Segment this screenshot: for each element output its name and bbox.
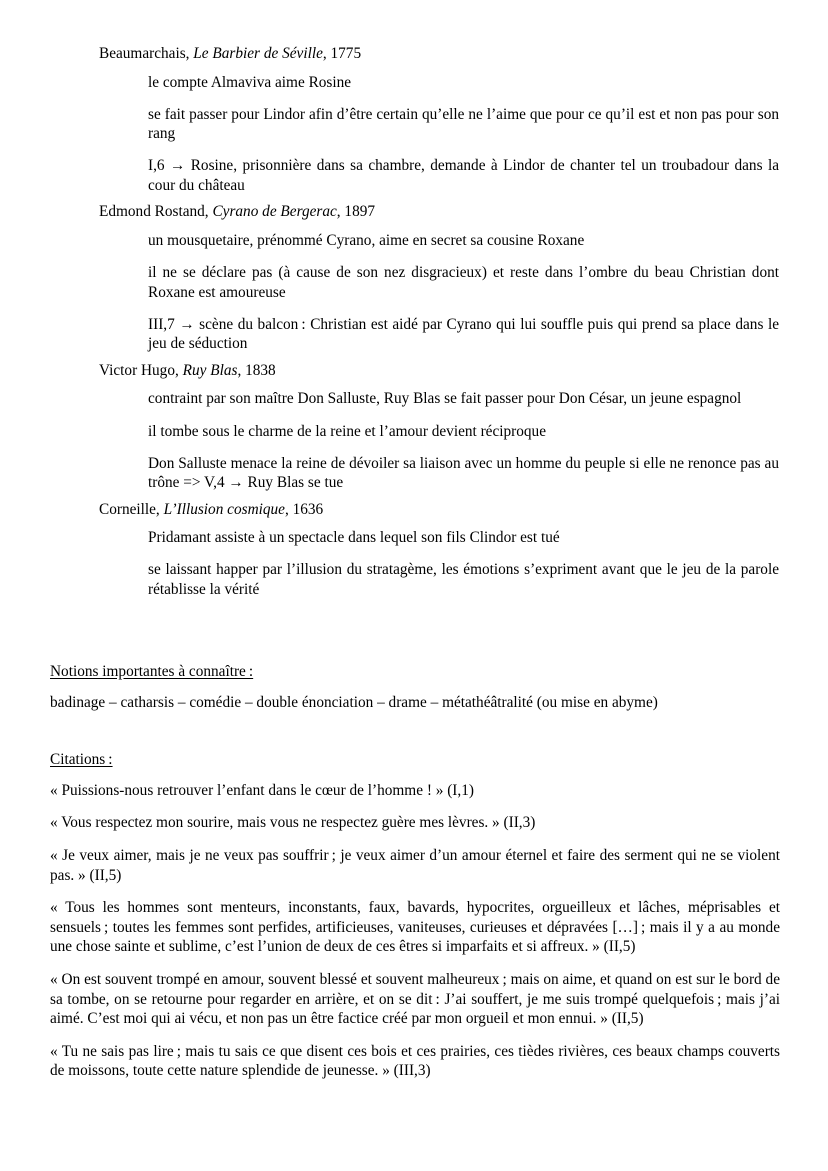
work-entry [50, 500, 780, 600]
work-title: Ruy Blas [182, 361, 238, 379]
work-point: se fait passer pour Lindor afin d’être certain qu’elle ne l’aime que pour ce qu’il est et non pas pour son rang [148, 105, 779, 143]
work-title: Le Barbier de Séville [193, 45, 323, 62]
works-outline [50, 44, 780, 607]
work-year: , 1775 [322, 45, 362, 62]
quote-item: « Tu ne sais pas lire ; mais tu sais ce que disent ces bois et ces prairies, ces tièdes rivières, ces beaux champs couverts de moissons, toute cette nature splendide de jeunesse. » (III,3) [50, 1042, 780, 1080]
quote-item: « On est souvent trompé en amour, souvent blessé et souvent malheureux ; mais on aime, et quand on est sur le bord de sa tombe, on se retourne pour regarder en arrière, et on se dit : J’ai souffert, je me suis trompé quelquefois ; mais j’ai aimé. C’est moi qui ai vécu, et non pas un être factice créé par mon orgueil et mon ennui. » (II,5) [50, 970, 780, 1028]
work-point: le compte Almaviva aime Rosine [148, 73, 352, 91]
work-author: Corneille, [99, 500, 164, 518]
work-title: Cyrano de Bergerac [212, 203, 337, 221]
work-author: Edmond Rostand, [99, 203, 213, 221]
work-point: I,6 → Rosine, prisonnière dans sa chambre, demande à Lindor de chanter tel un troubadour dans la cour du château [148, 157, 779, 194]
quote-item: « Vous respectez mon sourire, mais vous ne respectez guère mes lèvres. » (II,3) [50, 814, 536, 832]
quote-item: « Je veux aimer, mais je ne veux pas souffrir ; je veux aimer d’un amour éternel et faire des serment qui ne se violent pas. » (II,5) [50, 846, 780, 884]
lower-section [50, 662, 780, 1081]
work-point: III,7 → scène du balcon : Christian est aidé par Cyrano qui lui souffle puis qui prend sa place dans le jeu de séduction [148, 315, 779, 353]
notions-heading: Notions importantes à connaître : [50, 663, 254, 680]
work-point: il tombe sous le charme de la reine et l’amour devient réciproque [148, 422, 546, 440]
work-title-line [50, 361, 780, 381]
work-title: L’Illusion cosmique [163, 500, 285, 518]
work-entry [50, 202, 780, 353]
quote-item: « Tous les hommes sont menteurs, inconstants, faux, bavards, hypocrites, orgueilleux et lâches, méprisables et sensuels ; toutes les femmes sont perfides, artificieuses, vaniteuses, curieuses et dépravées […] ; mais il y a au monde une chose sainte et sublime, c’est l’union de deux de ces êtres si imparfaits et si affreux. » (II,5) [50, 899, 780, 956]
work-points-list [50, 389, 780, 492]
work-author: Beaumarchais, [99, 45, 194, 62]
quote-item: « Puissions-nous retrouver l’enfant dans le cœur de l’homme ! » (I,1) [50, 781, 474, 799]
work-year: , 1636 [284, 500, 324, 518]
work-point: un mousquetaire, prénommé Cyrano, aime en secret sa cousine Roxane [148, 231, 585, 249]
work-points-list [50, 73, 780, 196]
work-point: contraint par son maître Don Salluste, Ruy Blas se fait passer pour Don César, un jeune espagnol [148, 390, 742, 408]
work-title-line [50, 500, 780, 520]
work-point: Pridamant assiste à un spectacle dans lequel son fils Clindor est tué [148, 529, 560, 547]
citations-section [50, 750, 780, 1081]
work-year: , 1838 [237, 361, 276, 379]
citations-heading: Citations : [50, 751, 113, 769]
notions-list-line: badinage – catharsis – comédie – double énonciation – drame – métathéâtralité (ou mise en abyme) [50, 693, 658, 711]
work-points-list [50, 528, 780, 599]
work-point: Don Salluste menace la reine de dévoiler sa liaison avec un homme du peuple si elle ne renonce pas au trône => V,4 → Ruy Blas se tue [148, 454, 779, 492]
work-title-line [50, 44, 780, 64]
work-year: , 1897 [336, 203, 376, 221]
work-points-list [50, 231, 780, 354]
work-entry [50, 44, 780, 195]
work-author: Victor Hugo, [99, 361, 183, 379]
work-point: il ne se déclare pas (à cause de son nez disgracieux) et reste dans l’ombre du beau Christian dont Roxane est amoureuse [148, 264, 779, 301]
work-title-line [50, 202, 780, 222]
work-entry [50, 361, 780, 493]
work-point: se laissant happer par l’illusion du stratagème, les émotions s’expriment avant que le jeu de la parole rétablisse la vérité [148, 561, 779, 598]
notions-section [50, 662, 780, 712]
